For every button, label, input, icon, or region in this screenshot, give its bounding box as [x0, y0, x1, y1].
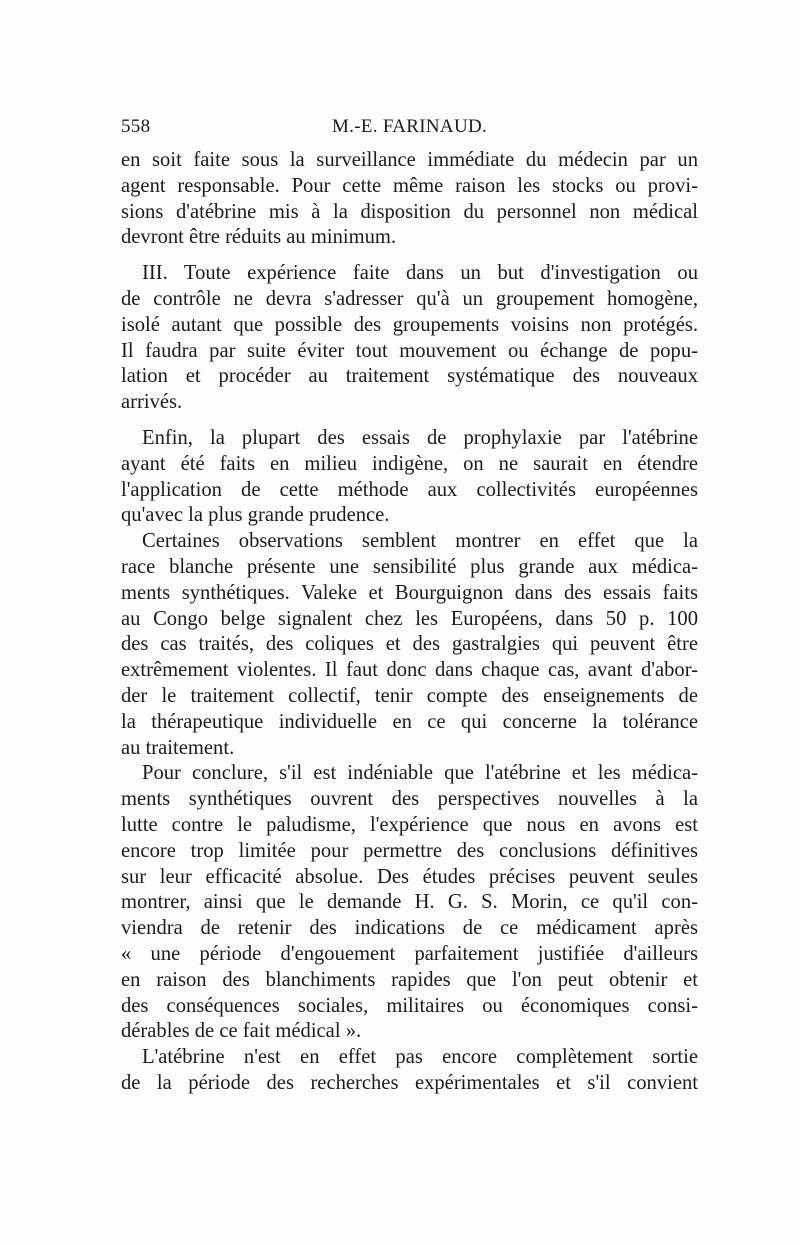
page-header [121, 116, 698, 146]
paragraph [121, 426, 698, 529]
text-line: la thérapeutique individuelle en ce qui concerne la tolérance [121, 710, 698, 733]
text-line: isolé autant que possible des groupements voisins non protégés. [121, 313, 698, 336]
text-line: arrivés. [121, 391, 183, 414]
text-line: des cas traités, des coliques et des gastralgies qui peuvent être [121, 633, 698, 656]
text-line: sur leur efficacité absolue. Des études précises peuvent seules [121, 865, 698, 888]
text-line: qu'avec la plus grande prudence. [121, 504, 390, 527]
text-line: en soit faite sous la surveillance immédiate du médecin par un [121, 149, 698, 171]
text-line: encore trop limitée pour permettre des conclusions définitives [121, 839, 698, 862]
text-line: ayant été faits en milieu indigène, on ne saurait en étendre [121, 452, 698, 475]
text-line: au Congo belge signalent chez les Européens, dans 50 p. 100 [121, 607, 698, 630]
text-line: de la période des recherches expérimentales et s'il convient [121, 1071, 698, 1094]
text-line: extrêmement violentes. Il faut donc dans chaque cas, avant d'abor- [121, 659, 698, 682]
paragraph [121, 761, 698, 1045]
text-line: l'application de cette méthode aux collectivités européennes [121, 478, 698, 501]
running-title: M.-E. FARINAUD. [331, 116, 488, 137]
text-line: lutte contre le paludisme, l'expérience que nous en avons est [121, 813, 698, 836]
text-line: Enfin, la plupart des essais de prophylaxie par l'atébrine [142, 426, 698, 449]
text-line: lation et procéder au traitement systématique des nouveaux [121, 365, 698, 388]
paragraph [121, 148, 698, 251]
body-text [121, 148, 698, 1097]
text-line: Certaines observations semblent montrer en effet que la [142, 530, 698, 553]
text-line: au traitement. [121, 736, 235, 759]
text-line: des conséquences sociales, militaires ou économiques consi- [121, 994, 698, 1017]
text-line: en raison des blanchiments rapides que l'on peut obtenir et [121, 968, 698, 991]
text-line: viendra de retenir des indications de ce médicament après [121, 917, 698, 940]
text-line: « une période d'engouement parfaitement justifiée d'ailleurs [121, 942, 698, 965]
text-line: de contrôle ne devra s'adresser qu'à un groupement homogène, [121, 287, 698, 310]
text-line: Pour conclure, s'il est indéniable que l'atébrine et les médica- [142, 762, 698, 785]
text-line: devront être réduits au minimum. [121, 226, 397, 249]
text-line: dérables de ce fait médical ». [121, 1020, 362, 1043]
text-line: montrer, ainsi que le demande H. G. S. Morin, ce qu'il con- [121, 891, 698, 914]
text-line: agent responsable. Pour cette même raison les stocks ou provi- [121, 174, 698, 197]
text-line: race blanche présente une sensibilité plus grande aux médica- [121, 555, 698, 578]
page-number: 558 [121, 116, 151, 137]
paragraph [121, 261, 698, 416]
paragraph [121, 529, 698, 761]
text-line: ments synthétiques. Valeke et Bourguignon dans des essais faits [121, 581, 698, 604]
text-line: III. Toute expérience faite dans un but d'investigation ou [142, 262, 698, 285]
text-line: der le traitement collectif, tenir compte des enseignements de [121, 684, 698, 707]
text-line: Il faudra par suite éviter tout mouvement ou échange de popu- [121, 339, 698, 362]
text-line: ments synthétiques ouvrent des perspectives nouvelles à la [121, 788, 698, 811]
paragraph [121, 1045, 698, 1097]
text-line: sions d'atébrine mis à la disposition du personnel non médical [121, 200, 698, 223]
text-line: L'atébrine n'est en effet pas encore complètement sortie [142, 1046, 698, 1069]
